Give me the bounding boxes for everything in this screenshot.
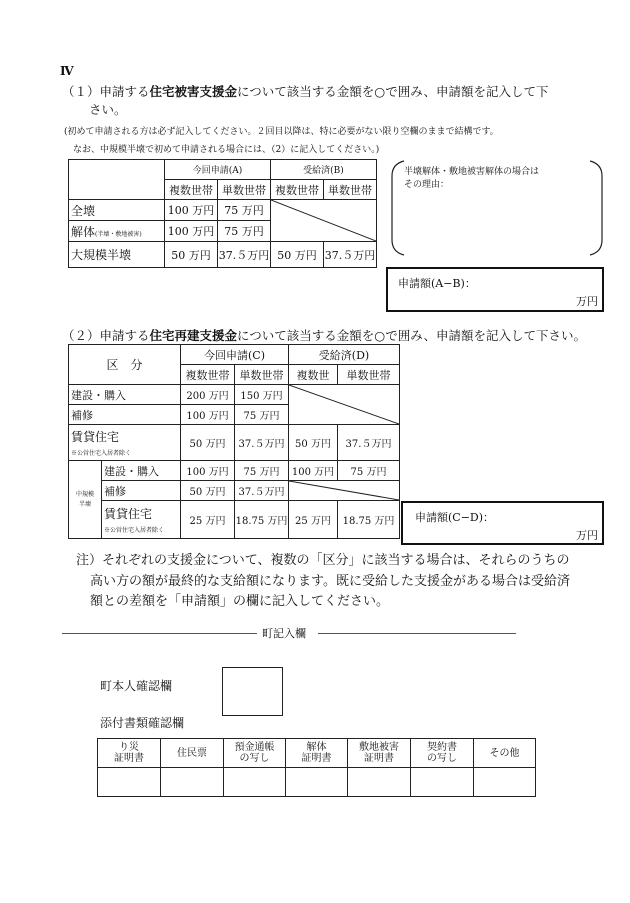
amount-box-cd[interactable] [401,501,604,545]
attachments-table [97,738,536,797]
q1-header-empty [69,160,165,200]
table-row [69,385,400,405]
q1-heading [62,82,548,100]
q1-heading-line2: さい。 [89,102,127,117]
row-label: 解体(半壊・敷地被害) [69,221,165,242]
attachment-header-other: その他 [474,739,536,768]
table-row [98,768,536,797]
cell-received-multi[interactable]: 100 万円 [289,461,338,481]
row-label: 補修 [69,405,181,425]
cell-received-single[interactable]: 75 万円 [338,461,400,481]
identity-check-box[interactable] [222,667,283,716]
amount-label: 申請額(C−D)： [415,511,495,524]
cell-received-single[interactable]: 37.５万円 [338,425,400,461]
diagonal-cell [271,200,377,242]
row-label: 賃貸住宅 ※公営住宅入居者除く [69,425,181,461]
reason-label-2: その理由： [404,180,450,190]
q2-header-received: 受給済(D) [289,345,400,365]
q1-sub-single: 単数世帯 [218,180,271,200]
table-row [69,481,400,501]
amount-unit: 万円 [576,295,598,308]
q2-header-current: 今回申請(C) [181,345,289,365]
q1-sub-multi-received: 複数世帯 [271,180,324,200]
cell-current-single[interactable]: 75 万円 [218,221,271,242]
q1-note-2: なお、中規模半壊で初めて申請される場合には、（2）に記入してください。) [73,145,380,155]
cell-current-multi[interactable]: 100 万円 [165,200,218,221]
q1-sub-multi: 複数世帯 [165,180,218,200]
attachment-check-cell[interactable] [474,768,536,797]
cell-received-single[interactable]: 18.75 万円 [338,501,400,539]
q1-header-received: 受給済(B) [271,160,377,180]
cell-received-multi[interactable]: 50 万円 [289,425,338,461]
note-line-3: 額との差額を「申請額」の欄に記入してください。 [90,594,390,609]
attachments-label: 添付書類確認欄 [100,716,185,730]
cell-current-single[interactable]: 75 万円 [235,461,289,481]
reason-box[interactable] [390,160,604,256]
q1-table [68,159,377,268]
amount-box-ab[interactable] [386,267,604,312]
cell-received-multi[interactable]: 50 万円 [271,242,324,268]
section-numeral: Ⅳ [60,64,74,78]
q1-heading-bold: 住宅被害支援金 [149,84,238,99]
row-label: 建設・購入 [102,461,181,481]
attachment-check-cell[interactable] [411,768,474,797]
q1-header-current: 今回申請(A) [165,160,271,180]
cell-received-single[interactable]: 37.５万円 [324,242,377,268]
diagonal-cell [289,385,400,425]
attachment-header-risai: り災 証明書 [98,739,161,768]
divider-right [318,633,516,634]
note-line-1: 注）それぞれの支援金について、複数の「区分」に該当する場合は、それらのうちの [76,553,570,568]
attachment-header-bankbook: 預金通帳 の写し [224,739,286,768]
row-label: 補修 [102,481,181,501]
row-label: 全壊 [69,200,165,221]
cell-current-single[interactable]: 37.５万円 [235,425,289,461]
q2-sub-multi-received: 複数世 [289,365,338,385]
medium-half-label: 中規模 半壊 [69,461,102,539]
attachment-check-cell[interactable] [348,768,411,797]
q2-sub-multi: 複数世帯 [181,365,235,385]
cell-current-single[interactable]: 37.５万円 [235,481,289,501]
q2-heading-pre: （２）申請する [62,328,150,343]
cell-current-multi[interactable]: 25 万円 [181,501,235,539]
note-line-2: 高い方の額が最終的な支給額になります。既に受給した支援金がある場合は受給済 [90,574,570,589]
table-row [69,242,377,268]
cell-received-multi[interactable]: 25 万円 [289,501,338,539]
q1-heading-post: について該当する金額を○で囲み、申請額を記入して下 [237,84,549,99]
cell-current-single[interactable]: 37.５万円 [218,242,271,268]
row-label: 建設・購入 [69,385,181,405]
amount-label: 申請額(A−B)： [398,277,476,290]
q2-heading [62,326,586,344]
diagonal-cell [289,481,400,501]
cell-current-multi[interactable]: 50 万円 [181,481,235,501]
q2-heading-bold: 住宅再建支援金 [149,328,238,343]
cell-current-multi[interactable]: 100 万円 [181,405,235,425]
cell-current-single[interactable]: 75 万円 [218,200,271,221]
town-divider-label: 町記入欄 [262,627,306,640]
attachment-header-juminhyo: 住民票 [161,739,224,768]
cell-current-single[interactable]: 18.75 万円 [235,501,289,539]
cell-current-single[interactable]: 75 万円 [235,405,289,425]
amount-unit: 万円 [576,529,598,542]
table-row [69,461,400,481]
attachment-check-cell[interactable] [161,768,224,797]
row-label: 大規模半壊 [69,242,165,268]
attachment-check-cell[interactable] [286,768,348,797]
q2-table [68,344,400,539]
q2-sub-single-received: 単数世帯 [338,365,400,385]
cell-current-multi[interactable]: 100 万円 [181,461,235,481]
q2-sub-single: 単数世帯 [235,365,289,385]
cell-current-multi[interactable]: 200 万円 [181,385,235,405]
row-label: 賃貸住宅 ※公営住宅入居者除く [102,501,181,539]
q1-sub-single-received: 単数世帯 [324,180,377,200]
table-row [69,200,377,221]
cell-current-single[interactable]: 150 万円 [235,385,289,405]
cell-current-multi[interactable]: 100 万円 [165,221,218,242]
attachment-header-contract: 契約書 の写し [411,739,474,768]
attachment-check-cell[interactable] [224,768,286,797]
identity-label: 町本人確認欄 [100,679,173,693]
cell-current-multi[interactable]: 50 万円 [165,242,218,268]
table-row [69,425,400,461]
attachment-header-demolition: 解体 証明書 [286,739,348,768]
attachment-header-site-damage: 敷地被害 証明書 [348,739,411,768]
reason-label-1: 半壊解体・敷地被害解体の場合は [404,167,540,177]
q2-heading-post: について該当する金額を○で囲み、申請額を記入して下さい。 [237,328,586,343]
cell-current-multi[interactable]: 50 万円 [181,425,235,461]
divider-left [62,633,257,634]
attachment-check-cell[interactable] [98,768,161,797]
q1-note-1: (初めて申請される方は必ず記入してください。２回目以降は、特に必要がない限り空欄のままで結構です。 [64,127,499,137]
table-row [69,501,400,539]
q2-header-category: 区 分 [69,345,181,385]
q1-heading-pre: （１）申請する [62,84,150,99]
